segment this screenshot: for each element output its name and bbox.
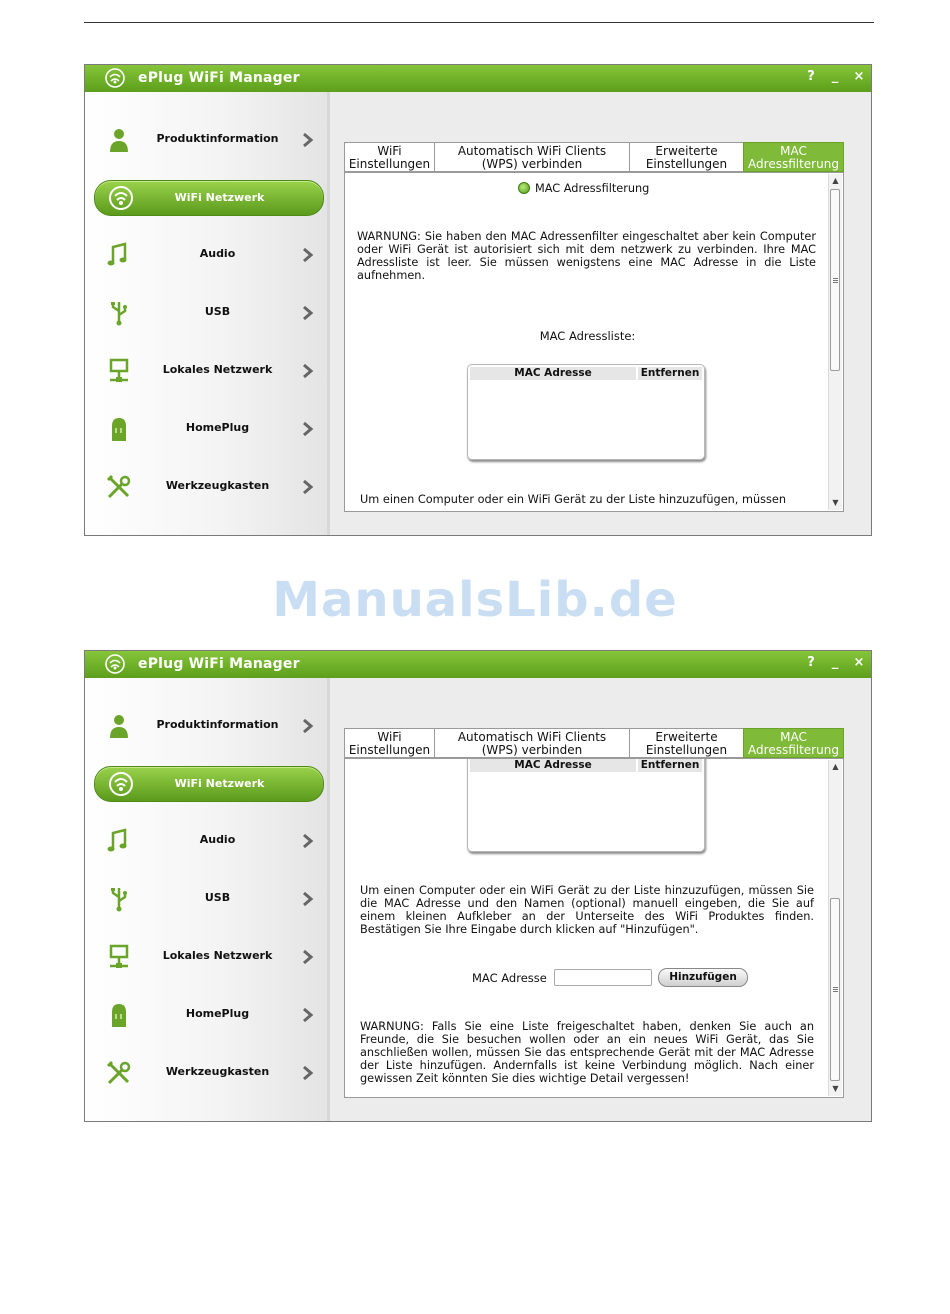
scroll-thumb[interactable] xyxy=(830,898,840,1081)
mac-address-label: MAC Adresse xyxy=(472,971,547,985)
sidebar-item-label: USB xyxy=(204,891,231,904)
mac-address-table xyxy=(467,364,705,460)
chevron-right-icon xyxy=(301,131,315,149)
sidebar-item-label: Werkzeugkasten xyxy=(165,479,270,492)
sidebar-item-usb[interactable] xyxy=(85,293,325,333)
help-button[interactable]: ? xyxy=(807,655,815,670)
content-panel xyxy=(344,758,844,1098)
minimize-button[interactable]: _ xyxy=(831,655,839,670)
tab-label: MAC xyxy=(780,144,807,158)
instruction-text: Um einen Computer oder ein WiFi Gerät zu der Liste hinzuzufügen, müssen xyxy=(360,493,787,506)
wifi-icon xyxy=(107,184,135,212)
sidebar-item-label: Produktinformation xyxy=(156,132,279,145)
music-icon xyxy=(105,827,133,855)
app-window-1 xyxy=(84,64,872,536)
tab-label: WiFi xyxy=(377,144,402,158)
sidebar-item-label: WiFi Netzwerk xyxy=(174,191,265,204)
tab-wifi-einstellungen[interactable] xyxy=(344,142,435,172)
column-header-mac: MAC Adresse xyxy=(470,759,636,772)
close-button[interactable]: × xyxy=(853,655,865,670)
person-icon xyxy=(105,126,133,154)
usb-icon xyxy=(105,885,133,913)
vertical-scrollbar[interactable] xyxy=(828,174,842,510)
warning-text: WARNUNG: Sie haben den MAC Adressenfilter eingeschaltet aber kein Computer oder WiFi Gerät ist autorisiert sich mit dem netzwerk zu verbinden. Ihre MAC Adressliste ist leer. Sie müssen wenigstens eine MAC Adresse in die Liste aufnehmen. xyxy=(357,230,816,282)
help-button[interactable]: ? xyxy=(807,69,815,84)
tab-label: Adressfilterung xyxy=(748,743,839,757)
tab-wps[interactable] xyxy=(434,728,630,758)
chevron-right-icon xyxy=(301,832,315,850)
sidebar-item-homeplug[interactable] xyxy=(85,409,325,449)
tab-label: (WPS) verbinden xyxy=(481,743,583,757)
sidebar-item-label: Lokales Netzwerk xyxy=(162,363,273,376)
sidebar-item-lokales-netzwerk[interactable] xyxy=(85,351,325,391)
chevron-right-icon xyxy=(301,948,315,966)
sidebar-item-produktinformation[interactable] xyxy=(85,120,325,160)
mac-filter-radio[interactable] xyxy=(518,182,530,194)
close-button[interactable]: × xyxy=(853,69,865,84)
tab-label: Einstellungen xyxy=(645,157,728,171)
sidebar-item-wifi-netzwerk[interactable] xyxy=(94,766,324,802)
homeplug-icon xyxy=(105,1001,133,1029)
column-header-mac: MAC Adresse xyxy=(470,367,636,380)
sidebar-item-label: WiFi Netzwerk xyxy=(174,777,265,790)
tab-mac-adressfilterung[interactable] xyxy=(743,142,844,172)
tab-bar xyxy=(344,142,844,172)
tab-label: WiFi xyxy=(377,730,402,744)
eplug-logo-icon xyxy=(105,654,125,674)
app-title: ePlug WiFi Manager xyxy=(138,656,300,672)
mac-filter-label: MAC Adressfilterung xyxy=(535,182,650,195)
chevron-right-icon xyxy=(301,304,315,322)
vertical-scrollbar[interactable] xyxy=(828,760,842,1096)
tab-erweiterte-einstellungen[interactable] xyxy=(629,142,744,172)
mac-list-title: MAC Adressliste: xyxy=(539,329,636,343)
column-header-remove: Entfernen xyxy=(638,367,702,380)
column-header-remove: Entfernen xyxy=(638,759,702,772)
chevron-right-icon xyxy=(301,890,315,908)
sidebar-item-label: Audio xyxy=(199,833,236,846)
tab-erweiterte-einstellungen[interactable] xyxy=(629,728,744,758)
sidebar-item-werkzeugkasten[interactable] xyxy=(85,467,325,507)
person-icon xyxy=(105,712,133,740)
tab-label: Einstellungen xyxy=(645,743,728,757)
chevron-right-icon xyxy=(301,362,315,380)
sidebar-item-homeplug[interactable] xyxy=(85,995,325,1035)
chevron-right-icon xyxy=(301,1006,315,1024)
tab-label: Einstellungen xyxy=(348,743,431,757)
sidebar-item-label: Lokales Netzwerk xyxy=(162,949,273,962)
tab-label: Erweiterte xyxy=(655,144,718,158)
sidebar-item-label: HomePlug xyxy=(185,1007,250,1020)
wifi-icon xyxy=(107,770,135,798)
network-icon xyxy=(105,943,133,971)
sidebar-item-label: HomePlug xyxy=(185,421,250,434)
warning-text: WARNUNG: Falls Sie eine Liste freigeschaltet haben, denken Sie auch an Freunde, die Sie besuchen wollen oder an ein neues WiFi Gerät, das Sie anschließen wollen, müssen Sie das entsprechende Gerät mit der MAC Adresse der Liste hinzufügen. Andernfalls ist keine Verbindung möglich. Nach einer gewissen Zeit könnten Sie dies wichtige Detail vergessen! xyxy=(360,1020,814,1085)
title-bar xyxy=(85,651,871,678)
tab-label: Automatisch WiFi Clients xyxy=(457,730,607,744)
sidebar xyxy=(85,678,330,1121)
tab-label: Automatisch WiFi Clients xyxy=(457,144,607,158)
sidebar-item-produktinformation[interactable] xyxy=(85,706,325,746)
minimize-button[interactable]: _ xyxy=(831,69,839,84)
sidebar-item-werkzeugkasten[interactable] xyxy=(85,1053,325,1093)
scroll-up-icon[interactable]: ▲ xyxy=(832,762,839,771)
sidebar-item-usb[interactable] xyxy=(85,879,325,919)
tab-mac-adressfilterung[interactable] xyxy=(743,728,844,758)
watermark: ManualsLib.de xyxy=(272,572,678,628)
tab-label: Einstellungen xyxy=(348,157,431,171)
tab-label: (WPS) verbinden xyxy=(481,157,583,171)
scroll-down-icon[interactable]: ▼ xyxy=(832,1084,839,1093)
sidebar-item-label: Werkzeugkasten xyxy=(165,1065,270,1078)
sidebar-item-label: Audio xyxy=(199,247,236,260)
tab-wifi-einstellungen[interactable] xyxy=(344,728,435,758)
sidebar-item-label: USB xyxy=(204,305,231,318)
title-bar xyxy=(85,65,871,92)
sidebar-item-wifi-netzwerk[interactable] xyxy=(94,180,324,216)
scroll-down-icon[interactable]: ▼ xyxy=(832,498,839,507)
instruction-text: Um einen Computer oder ein WiFi Gerät zu der Liste hinzuzufügen, müssen Sie die MAC Adresse und den Namen (optional) manuell eingeben, die Sie auf einem kleinen Aufkleber an der Unterseite des WiFi Produktes finden. Bestätigen Sie Ihre Eingabe durch klicken auf "Hinzufügen". xyxy=(360,884,814,936)
tab-label: Adressfilterung xyxy=(748,157,839,171)
chevron-right-icon xyxy=(301,478,315,496)
homeplug-icon xyxy=(105,415,133,443)
network-icon xyxy=(105,357,133,385)
sidebar-item-label: Produktinformation xyxy=(156,718,279,731)
tab-wps[interactable] xyxy=(434,142,630,172)
chevron-right-icon xyxy=(301,246,315,264)
tools-icon xyxy=(105,473,133,501)
chevron-right-icon xyxy=(301,717,315,735)
eplug-logo-icon xyxy=(105,68,125,88)
tab-label: Erweiterte xyxy=(655,730,718,744)
usb-icon xyxy=(105,299,133,327)
app-title: ePlug WiFi Manager xyxy=(138,70,300,86)
scroll-thumb[interactable] xyxy=(830,189,840,371)
mac-address-input[interactable] xyxy=(554,969,652,986)
sidebar-item-audio[interactable] xyxy=(85,235,325,275)
sidebar xyxy=(85,92,330,535)
add-button[interactable]: Hinzufügen xyxy=(658,968,748,987)
chevron-right-icon xyxy=(301,1064,315,1082)
sidebar-item-lokales-netzwerk[interactable] xyxy=(85,937,325,977)
tab-label: MAC xyxy=(780,730,807,744)
tools-icon xyxy=(105,1059,133,1087)
content-panel xyxy=(344,172,844,512)
tab-bar xyxy=(344,728,844,758)
app-window-2 xyxy=(84,650,872,1122)
page-top-rule xyxy=(84,22,874,23)
music-icon xyxy=(105,241,133,269)
mac-address-table xyxy=(467,758,705,852)
chevron-right-icon xyxy=(301,420,315,438)
scroll-up-icon[interactable]: ▲ xyxy=(832,176,839,185)
sidebar-item-audio[interactable] xyxy=(85,821,325,861)
